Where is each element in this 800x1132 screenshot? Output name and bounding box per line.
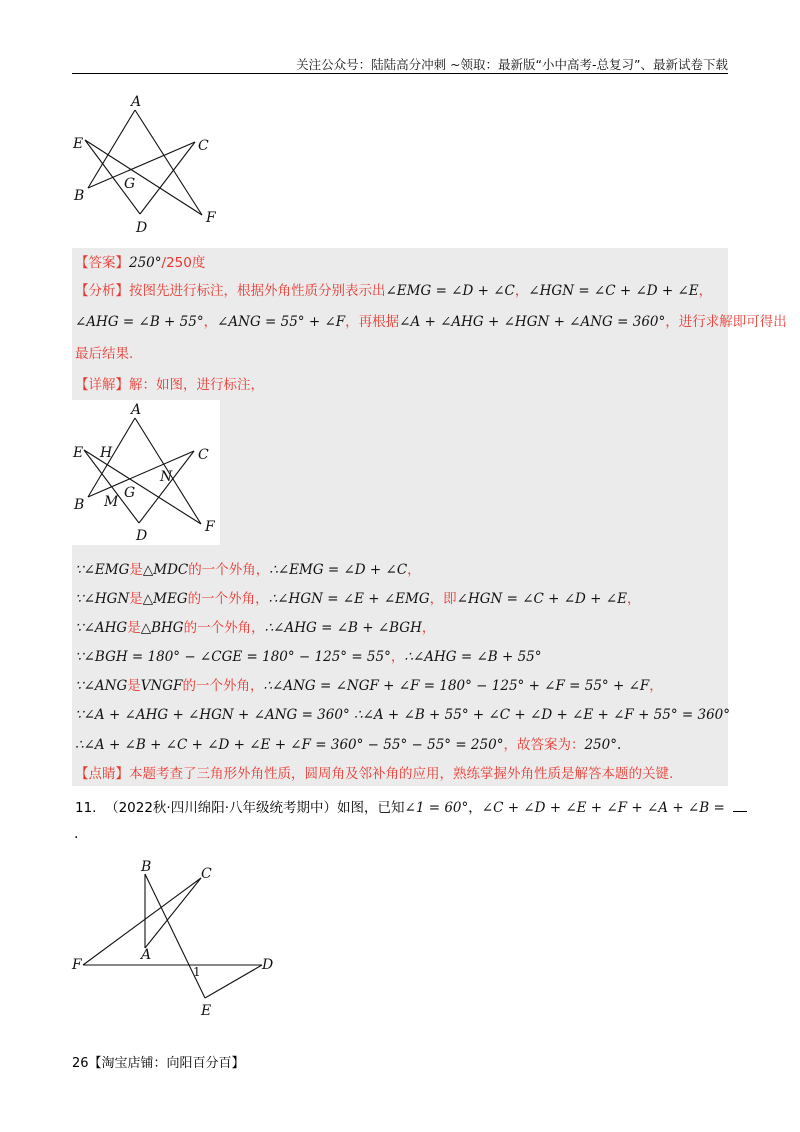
step-text: 是 <box>129 562 143 578</box>
analysis-line-1 <box>75 282 712 300</box>
analysis-line-2 <box>75 313 787 331</box>
step-text: ， <box>390 649 405 665</box>
label-E: E <box>73 136 84 152</box>
label-F: F <box>206 210 216 226</box>
step-math: ∵∠AHG <box>75 620 128 636</box>
step-6 <box>75 706 730 724</box>
step-text: ， <box>649 678 663 694</box>
star-figure-2 <box>70 400 220 545</box>
label-E: E <box>73 445 84 461</box>
label-B: B <box>141 859 152 875</box>
analysis-math: ∠A + ∠AHG + ∠HGN + ∠ANG = 360° <box>399 314 666 330</box>
header-divider <box>72 73 728 74</box>
answer-blank[interactable] <box>733 799 747 812</box>
page-footer <box>72 1052 245 1071</box>
step-math: VNGF <box>140 678 183 694</box>
step-text: 的一个外角， <box>188 562 270 578</box>
label-D: D <box>136 220 148 236</box>
page-number: 26 <box>72 1056 89 1071</box>
comment-text: 本题考查了三角形外角性质，圆周角及邻补角的应用，熟练掌握外角性质是解答本题的关键. <box>129 766 674 782</box>
step-text: ，即 <box>429 591 457 607</box>
label-A: A <box>131 402 142 418</box>
step-math: 250°. <box>584 737 622 753</box>
step-text: 是 <box>127 678 141 694</box>
label-M: M <box>104 494 119 510</box>
step-math: ∵∠EMG <box>75 562 130 578</box>
label-C: C <box>201 866 212 882</box>
step-2 <box>75 590 640 608</box>
answer-row <box>75 254 205 272</box>
step-text: ， <box>421 620 436 636</box>
analysis-text: ，再根据 <box>345 314 400 330</box>
label-B: B <box>74 497 85 513</box>
question-expression: ∠C + ∠D + ∠E + ∠F + ∠A + ∠B = <box>481 800 725 816</box>
label-angle-1: 1 <box>193 965 201 979</box>
step-math: ∵∠BGH = 180° − ∠CGE = 180° − 125° = 55° <box>75 649 391 665</box>
analysis-math: ∠ANG = 55° + ∠F <box>217 314 346 330</box>
analysis-tag: 【分析】 <box>75 283 129 299</box>
page-header: 关注公众号：陆陆高分冲刺 ~领取：最新版“小中高考-总复习”、最新试卷下载 <box>296 57 728 72</box>
step-math: ∠HGN = ∠C + ∠D + ∠E <box>456 591 627 607</box>
step-math: △MEG <box>142 591 188 607</box>
label-G: G <box>124 176 136 192</box>
comment-tag: 【点睛】 <box>75 766 129 782</box>
step-math: ∴∠AHG = ∠B + 55° <box>404 649 542 665</box>
analysis-sep: ， <box>514 283 529 299</box>
step-math: ∵∠A + ∠AHG + ∠HGN + ∠ANG = 360° ∴∠A + ∠B + 55° + ∠C + ∠D + ∠E + ∠F + 55° = 360° <box>75 707 731 723</box>
label-B: B <box>74 188 85 204</box>
detail-tag: 【详解】 <box>75 377 129 393</box>
step-text: 是 <box>127 620 141 636</box>
label-G: G <box>124 485 136 501</box>
step-math: ∴∠ANG = ∠NGF + ∠F = 180° − 125° + ∠F = 55° + ∠F <box>263 678 650 694</box>
answer-tag: 【答案】 <box>75 255 129 271</box>
comment-row <box>75 765 673 783</box>
step-text: ，故答案为： <box>503 737 585 753</box>
shop-label: 【淘宝店铺：向阳百分百】 <box>88 1056 245 1071</box>
label-H: H <box>100 445 113 461</box>
star-figure-1 <box>70 90 230 240</box>
step-math: ∴∠A + ∠B + ∠C + ∠D + ∠E + ∠F = 360° − 55° − 55° = 250° <box>75 737 504 753</box>
question-11 <box>75 796 747 816</box>
analysis-line-3: 最后结果. <box>75 346 134 362</box>
step-text: 的一个外角， <box>182 678 264 694</box>
analysis-math: ∠AHG = ∠B + 55° <box>75 314 204 330</box>
step-math: ∴∠AHG = ∠B + ∠BGH <box>264 620 422 636</box>
label-A: A <box>141 947 152 963</box>
question-given: ∠1 = 60° <box>404 800 469 816</box>
step-7 <box>75 736 621 754</box>
step-math: △BHG <box>140 620 184 636</box>
step-3 <box>75 619 435 637</box>
label-F: F <box>72 957 82 973</box>
detail-intro: 解：如图，进行标注， <box>129 377 264 393</box>
analysis-text: 按图先进行标注，根据外角性质分别表示出 <box>129 283 386 299</box>
analysis-math: ∠EMG = ∠D + ∠C <box>385 283 515 299</box>
label-N: N <box>160 469 173 485</box>
label-C: C <box>198 138 209 154</box>
label-D: D <box>136 528 148 544</box>
question-tail: . <box>74 826 79 842</box>
label-F: F <box>205 519 215 535</box>
analysis-text: ，进行求解即可得出 <box>665 314 787 330</box>
answer-text: /250度 <box>161 255 206 271</box>
step-math: ∴∠EMG = ∠D + ∠C <box>269 562 408 578</box>
label-E: E <box>201 1003 212 1019</box>
step-math: ∵∠HGN <box>75 591 130 607</box>
step-math: △MDC <box>142 562 189 578</box>
step-text: 的一个外角， <box>183 620 265 636</box>
question-source: （2022秋·四川绵阳·八年级统考期中）如图，已知 <box>105 800 405 816</box>
step-text: ， <box>407 562 421 578</box>
question-number: 11. <box>75 800 97 816</box>
step-4 <box>75 648 542 666</box>
step-math: ∵∠ANG <box>75 678 128 694</box>
triangle-figure <box>65 852 295 1022</box>
analysis-sep: ， <box>203 314 218 330</box>
step-text: 是 <box>129 591 143 607</box>
step-1 <box>75 561 421 579</box>
step-math: ∴∠HGN = ∠E + ∠EMG <box>268 591 430 607</box>
answer-math: 250° <box>129 255 162 271</box>
step-text: ， <box>626 591 641 607</box>
analysis-math: ∠HGN = ∠C + ∠D + ∠E <box>528 283 699 299</box>
label-D: D <box>262 957 274 973</box>
step-text: 的一个外角， <box>187 591 269 607</box>
label-C: C <box>198 447 209 463</box>
label-A: A <box>131 94 142 110</box>
detail-row <box>75 376 264 394</box>
step-5 <box>75 677 663 695</box>
question-sep: ， <box>468 800 482 816</box>
analysis-sep: ， <box>698 283 713 299</box>
